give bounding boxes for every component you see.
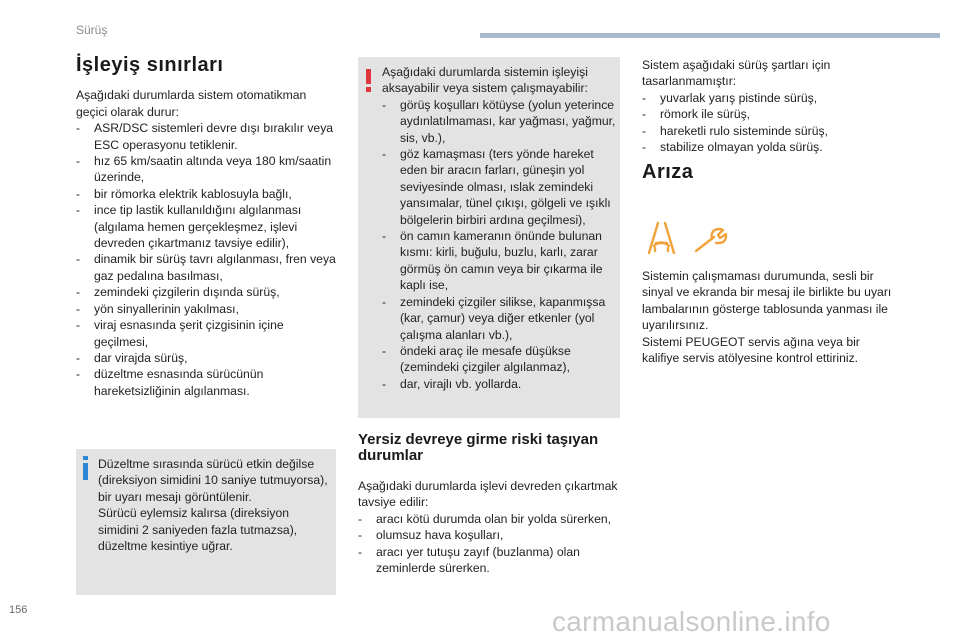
list-item: - römork ile sürüş,	[642, 106, 892, 122]
list-item: - dar virajda sürüş,	[76, 350, 338, 366]
list-item: - yön sinyallerinin yakılması,	[76, 301, 338, 317]
risk-intro: Aşağıdaki durumlarda işlevi devreden çıkartmak tavsiye edilir:	[358, 479, 618, 510]
list-item: - hız 65 km/saatin altında veya 180 km/saatin üzerinde,	[76, 153, 338, 186]
list-item: - ince tip lastik kullanıldığını algılanması (algılama hemen gerçekleşmez, işlevi devreden çıkartmanız tavsiye edilir),	[76, 202, 338, 251]
list-item: - olumsuz hava koşulları,	[358, 527, 620, 543]
info-icon	[83, 456, 88, 480]
warning-box-text	[382, 64, 616, 392]
list-item: - ASR/DSC sistemleri devre dışı bırakılır veya ESC operasyonu tetiklenir.	[76, 120, 338, 153]
fault-title: Arıza	[642, 161, 694, 183]
fault-text-2: Sistemi PEUGEOT servis ağına veya bir kalifiye servis atölyesine kontrol ettiriniz.	[642, 334, 860, 366]
not-designed-list	[642, 90, 892, 156]
page-number: 156	[9, 604, 28, 616]
wrench-icon	[696, 229, 726, 251]
lane-warning-icon	[640, 213, 740, 263]
warning-icon	[366, 69, 371, 93]
list-item: - hareketli rulo sisteminde sürüş,	[642, 123, 892, 139]
fault-icons	[640, 213, 740, 263]
list-item: - viraj esnasında şerit çizgisinin içine geçilmesi,	[76, 317, 338, 350]
list-item: - zemindeki çizgilerin dışında sürüş,	[76, 284, 338, 300]
risk-list	[358, 511, 620, 577]
list-item: - zemindeki çizgiler silikse, kapanmışsa (kar, çamur) veya diğer etkenler (yol çalışma alanları vb.),	[382, 294, 616, 343]
list-item: - düzeltme esnasında sürücünün hareketsizliğinin algılanması.	[76, 366, 338, 399]
warning-list	[382, 97, 616, 392]
warning-intro: Aşağıdaki durumlarda sistemin işleyişi aksayabilir veya sistem çalışmayabilir:	[382, 65, 588, 96]
list-item: - ön camın kameranın önünde bulunan kısmı: kirli, buğulu, buzlu, karlı, zarar görmüş ön camın veya bir çıkarma ile kaplı ise,	[382, 228, 616, 294]
list-item: - yuvarlak yarış pistinde sürüş,	[642, 90, 892, 106]
list-item: - görüş koşulları kötüyse (yolun yeterince aydınlatılmaması, kar yağması, yağmur, sis, vb.),	[382, 97, 616, 146]
header-bar	[480, 33, 940, 38]
watermark: carmanualsonline.info	[552, 606, 831, 637]
info-box-text	[98, 456, 332, 554]
fault-text-1: Sistemin çalışmaması durumunda, sesli bir sinyal ve ekranda bir mesaj ile birlikte bu uyarı lambalarının gösterge tablosunda yanması ile uyarılırsınız.	[642, 269, 892, 333]
risk-section	[358, 432, 620, 576]
list-item: - göz kamaşması (ters yönde hareket eden bir aracın farları, güneşin yol seviyesinde olması, ıslak zemindeki yansımalar, tünel çıkışı, gölgeli ve ışıklı bölgelerin birbiri ardına geçilmesi),	[382, 146, 616, 228]
list-item: - stabilize olmayan yolda sürüş.	[642, 139, 892, 155]
list-item: - bir römorka elektrik kablosuyla bağlı,	[76, 186, 338, 202]
info-line: Düzeltme sırasında sürücü etkin değilse (direksiyon simidini 10 saniye tutmuyorsa), bir uyarı mesajı görüntülenir.	[98, 457, 328, 504]
limits-title: İşleyiş sınırları	[76, 54, 224, 76]
section-header: Sürüş	[76, 23, 108, 37]
not-designed-section	[642, 57, 892, 155]
list-item: - dinamik bir sürüş tavrı algılanması, fren veya gaz pedalına basılması,	[76, 251, 338, 284]
risk-title: Yersiz devreye girme riski taşıyan durumlar	[358, 431, 599, 464]
limits-list	[76, 120, 338, 399]
limits-section	[76, 54, 338, 399]
list-item: - dar, virajlı vb. yollarda.	[382, 376, 616, 392]
list-item: - aracı yer tutuşu zayıf (buzlanma) olan zeminlerde sürerken.	[358, 544, 620, 577]
info-line: Sürücü eylemsiz kalırsa (direksiyon simidini 2 saniyeden fazla tutmazsa), düzeltme kesintiye uğrar.	[98, 506, 298, 554]
fault-text	[642, 268, 892, 366]
list-item: - öndeki araç ile mesafe düşükse (zemindeki çizgiler algılanmaz),	[382, 343, 616, 376]
limits-intro: Aşağıdaki durumlarda sistem otomatikman geçici olarak durur:	[76, 88, 307, 119]
not-designed-intro: Sistem aşağıdaki sürüş şartları için tasarlanmamıştır:	[642, 58, 831, 89]
list-item: - aracı kötü durumda olan bir yolda sürerken,	[358, 511, 620, 527]
